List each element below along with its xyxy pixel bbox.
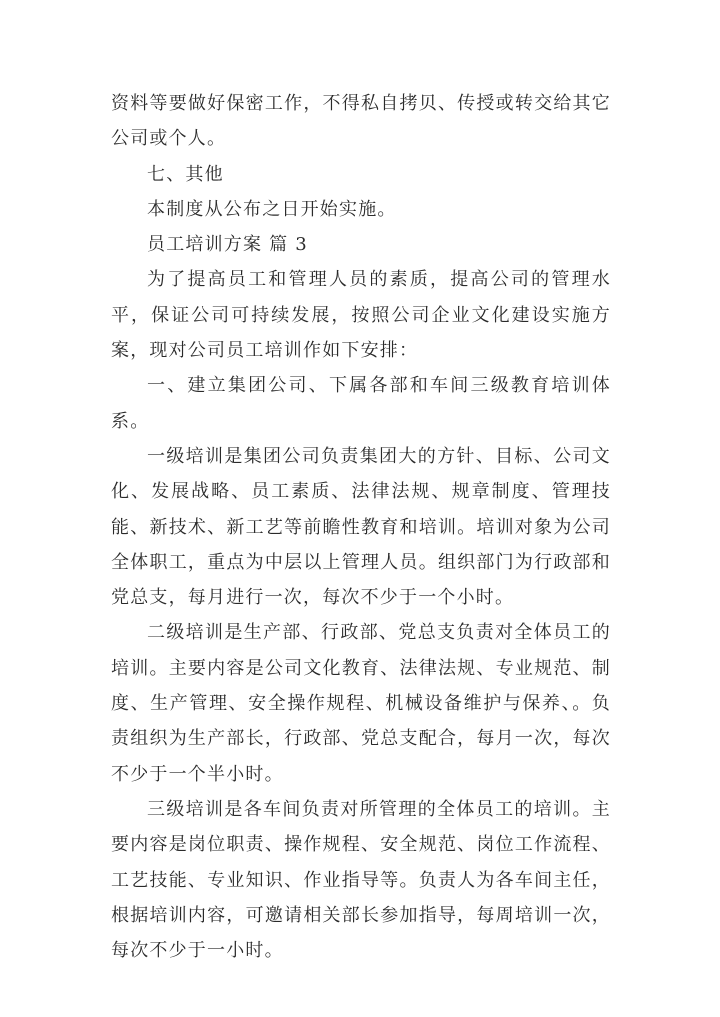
- section-heading-training-system: 一、建立集团公司、下属各部和车间三级教育培训体系。: [111, 375, 611, 432]
- document-subtitle: 员工培训方案 篇 3: [147, 234, 308, 256]
- paragraph-confidentiality-continued: 资料等要做好保密工作，不得私自拷贝、传授或转交给其它公司或个人。: [111, 93, 611, 150]
- paragraph-level-one-training: 一级培训是集团公司负责集团大的方针、目标、公司文化、发展战略、员工素质、法律法规、规章制度、管理技能、新技术、新工艺等前瞻性教育和培训。培训对象为公司全体职工，重点为中层以上管理人员。组织部门为行政部和党总支，每月进行一次，每次不少于一个小时。: [111, 445, 611, 609]
- paragraph-intro: 为了提高员工和管理人员的素质，提高公司的管理水平，保证公司可持续发展，按照公司企业文化建设实施方案，现对公司员工培训作如下安排：: [111, 269, 611, 362]
- paragraph-level-two-training: 二级培训是生产部、行政部、党总支负责对全体员工的培训。主要内容是公司文化教育、法律法规、专业规范、制度、生产管理、安全操作规程、机械设备维护与保养、。负责组织为生产部长，行政部、党总支配合，每月一次，每次不少于一个半小时。: [111, 622, 611, 785]
- document-body: [111, 86, 611, 968]
- paragraph-effective-date: 本制度从公布之日开始实施。: [147, 198, 397, 220]
- section-heading-other: 七、其他: [147, 163, 224, 185]
- paragraph-level-three-training: 三级培训是各车间负责对所管理的全体员工的培训。主要内容是岗位职责、操作规程、安全规范、岗位工作流程、工艺技能、专业知识、作业指导等。负责人为各车间主任，根据培训内容，可邀请相关部长参加指导，每周培训一次，每次不少于一小时。: [111, 798, 611, 962]
